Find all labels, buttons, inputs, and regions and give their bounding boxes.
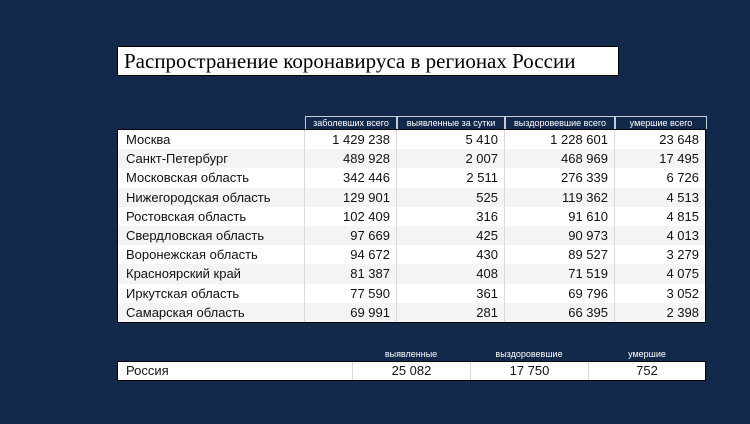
column-header-recovered: выздоровевшие всего (505, 116, 615, 129)
region-name: Красноярский край (118, 264, 305, 283)
cell-recovered: 468 969 (505, 149, 615, 168)
column-headers (305, 116, 707, 129)
cell-daily: 361 (397, 284, 505, 303)
regions-table (117, 129, 706, 323)
table-row (118, 168, 705, 187)
cell-recovered: 90 973 (505, 226, 615, 245)
table-row (118, 130, 705, 149)
totals-detected: 25 082 (353, 362, 471, 380)
region-name: Московская область (118, 168, 305, 187)
cell-recovered: 119 362 (505, 188, 615, 207)
page-title: Распространение коронавируса в регионах России (124, 49, 576, 73)
cell-total: 81 387 (305, 264, 397, 283)
region-name: Свердловская область (118, 226, 305, 245)
region-name: Санкт-Петербург (118, 149, 305, 168)
table-row (118, 284, 705, 303)
totals-header-recovered: выздоровевшие (495, 349, 563, 359)
cell-deaths: 4 815 (666, 208, 699, 224)
region-name: Самарская область (118, 303, 305, 322)
region-name: Нижегородская область (118, 188, 305, 207)
totals-recovered: 17 750 (471, 362, 589, 380)
cell-daily: 408 (397, 264, 505, 283)
cell-deaths: 6 726 (666, 170, 699, 186)
totals-label: Россия (118, 362, 353, 380)
cell-total: 94 672 (305, 245, 397, 264)
table-row (118, 207, 705, 226)
table-row (118, 149, 705, 168)
cell-total: 342 446 (305, 168, 397, 187)
cell-daily: 430 (397, 245, 505, 264)
table-row (118, 245, 705, 264)
table-row (118, 188, 705, 207)
column-header-total: заболевших всего (305, 116, 397, 129)
cell-recovered: 71 519 (505, 264, 615, 283)
cell-deaths: 17 495 (659, 151, 699, 167)
cell-total: 97 669 (305, 226, 397, 245)
cell-daily: 316 (397, 207, 505, 226)
totals-row (117, 361, 706, 381)
table-row (118, 264, 705, 283)
cell-recovered: 69 796 (505, 284, 615, 303)
cell-total: 129 901 (305, 188, 397, 207)
region-name: Ростовская область (118, 207, 305, 226)
cell-daily: 5 410 (397, 130, 505, 149)
column-header-daily: выявленные за сутки (397, 116, 505, 129)
cell-deaths: 4 075 (666, 266, 699, 282)
cell-recovered: 66 395 (505, 303, 615, 322)
cell-deaths: 3 279 (666, 247, 699, 263)
cell-total: 77 590 (305, 284, 397, 303)
cell-recovered: 1 228 601 (505, 130, 615, 149)
totals-deaths: 752 (636, 363, 658, 378)
cell-daily: 2 511 (397, 168, 505, 187)
table-row (118, 303, 705, 322)
cell-total: 489 928 (305, 149, 397, 168)
cell-deaths: 2 398 (666, 304, 699, 320)
cell-deaths: 4 513 (666, 189, 699, 205)
cell-deaths: 23 648 (659, 132, 699, 147)
region-name: Воронежская область (118, 245, 305, 264)
cell-total: 69 991 (305, 303, 397, 322)
region-name: Иркутская область (118, 284, 305, 303)
cell-recovered: 89 527 (505, 245, 615, 264)
cell-total: 102 409 (305, 207, 397, 226)
cell-daily: 525 (397, 188, 505, 207)
cell-deaths: 3 052 (666, 285, 699, 301)
cell-daily: 2 007 (397, 149, 505, 168)
title-box (117, 46, 619, 76)
cell-recovered: 276 339 (505, 168, 615, 187)
cell-daily: 425 (397, 226, 505, 245)
totals-header-detected: выявленные (384, 349, 438, 359)
cell-deaths: 4 013 (666, 227, 699, 243)
table-row (118, 226, 705, 245)
cell-recovered: 91 610 (505, 207, 615, 226)
totals-header-deaths: умершие (628, 349, 666, 359)
region-name: Москва (118, 130, 305, 149)
column-header-deaths: умершие всего (615, 116, 707, 129)
cell-daily: 281 (397, 303, 505, 322)
cell-total: 1 429 238 (305, 130, 397, 149)
